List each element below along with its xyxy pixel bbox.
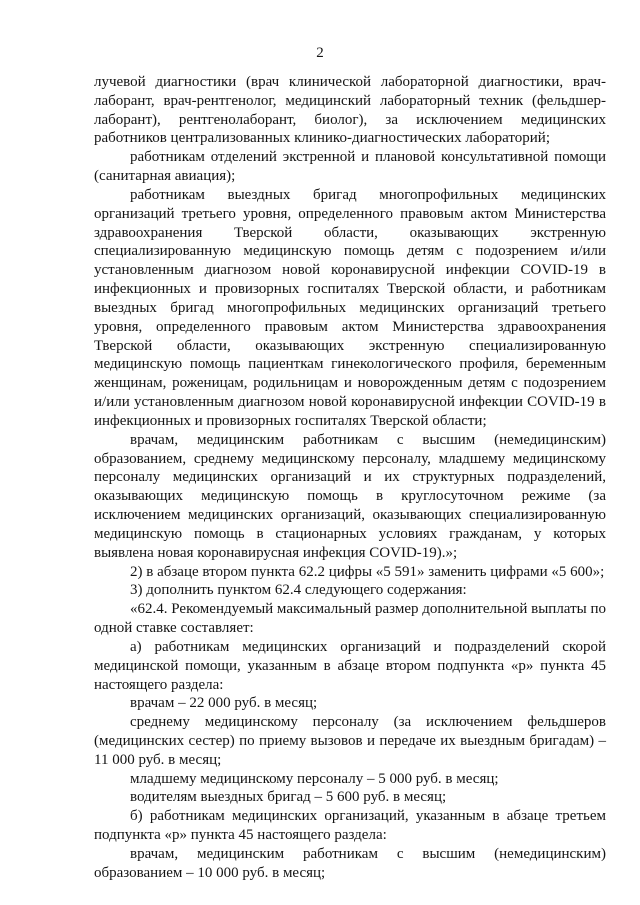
document-body xyxy=(94,73,606,883)
paragraph: «62.4. Рекомендуемый максимальный размер дополнительной выплаты по одной ставке составляет: xyxy=(94,601,606,637)
paragraph: водителям выездных бригад – 5 600 руб. в месяц; xyxy=(130,789,447,806)
paragraph: младшему медицинскому персоналу – 5 000 руб. в месяц; xyxy=(130,770,499,787)
paragraph: работникам отделений экстренной и плановой консультативной помощи (санитарная авиация); xyxy=(94,149,606,185)
paragraph: врачам, медицинским работникам с высшим (немедицинским) образованием, среднему медицинскому персоналу, младшему медицинскому персоналу медицинских организаций и их структурных подразделений, оказывающих медицинскую помощь в круглосуточном режиме (за исключением медицинских организаций, оказывающих специализированную медицинскую помощь в стационарных условиях гражданам, у которых выявлена новая коронавирусная инфекция COVID-19).»; xyxy=(94,431,606,561)
paragraph: а) работникам медицинских организаций и подразделений скорой медицинской помощи, указанным в абзаце втором подпункта «р» пункта 45 настоящего раздела: xyxy=(94,638,606,693)
paragraph: 2) в абзаце втором пункта 62.2 цифры «5 591» заменить цифрами «5 600»; xyxy=(130,563,605,580)
paragraph: врачам – 22 000 руб. в месяц; xyxy=(130,695,318,712)
paragraph: врачам, медицинским работникам с высшим (немедицинским) образованием – 10 000 руб. в месяц; xyxy=(94,845,606,881)
paragraph: среднему медицинскому персоналу (за исключением фельдшеров (медицинских сестер) по приему вызовов и передаче их выездным бригадам) – 11 000 руб. в месяц; xyxy=(94,714,606,768)
paragraph: лучевой диагностики (врач клинической лабораторной диагностики, врач-лаборант, врач-рентгенолог, медицинский лабораторный техник (фельдшер-лаборант), рентгенолаборант, биолог), за исключением медицинских работников централизованных клинико-диагностических лабораторий; xyxy=(94,74,606,147)
paragraph: 3) дополнить пунктом 62.4 следующего содержания: xyxy=(130,582,467,599)
page-number: 2 xyxy=(316,45,324,61)
paragraph: работникам выездных бригад многопрофильных медицинских организаций третьего уровня, определенного правовым актом Министерства здравоохранения Тверской области, оказывающих экстренную специализированную медицинскую помощь детям с подозрением и/или установленным диагнозом новой коронавирусной инфекции COVID-19 в инфекционных и провизорных госпиталях Тверской области, и работникам выездных бригад многопрофильных медицинских организаций третьего уровня, определенного правовым актом Министерства здравоохранения Тверской области, оказывающих экстренную специализированную медицинскую помощь пациенткам гинекологического профиля, беременным женщинам, роженицам, родильницам и новорожденным детям с подозрением и/или установленным диагнозом новой коронавирусной инфекции COVID-19 в инфекционных и провизорных госпиталях Тверской области; xyxy=(94,186,606,429)
paragraph: б) работникам медицинских организаций, указанным в абзаце третьем подпункта «р» пункта 45 настоящего раздела: xyxy=(94,808,606,844)
